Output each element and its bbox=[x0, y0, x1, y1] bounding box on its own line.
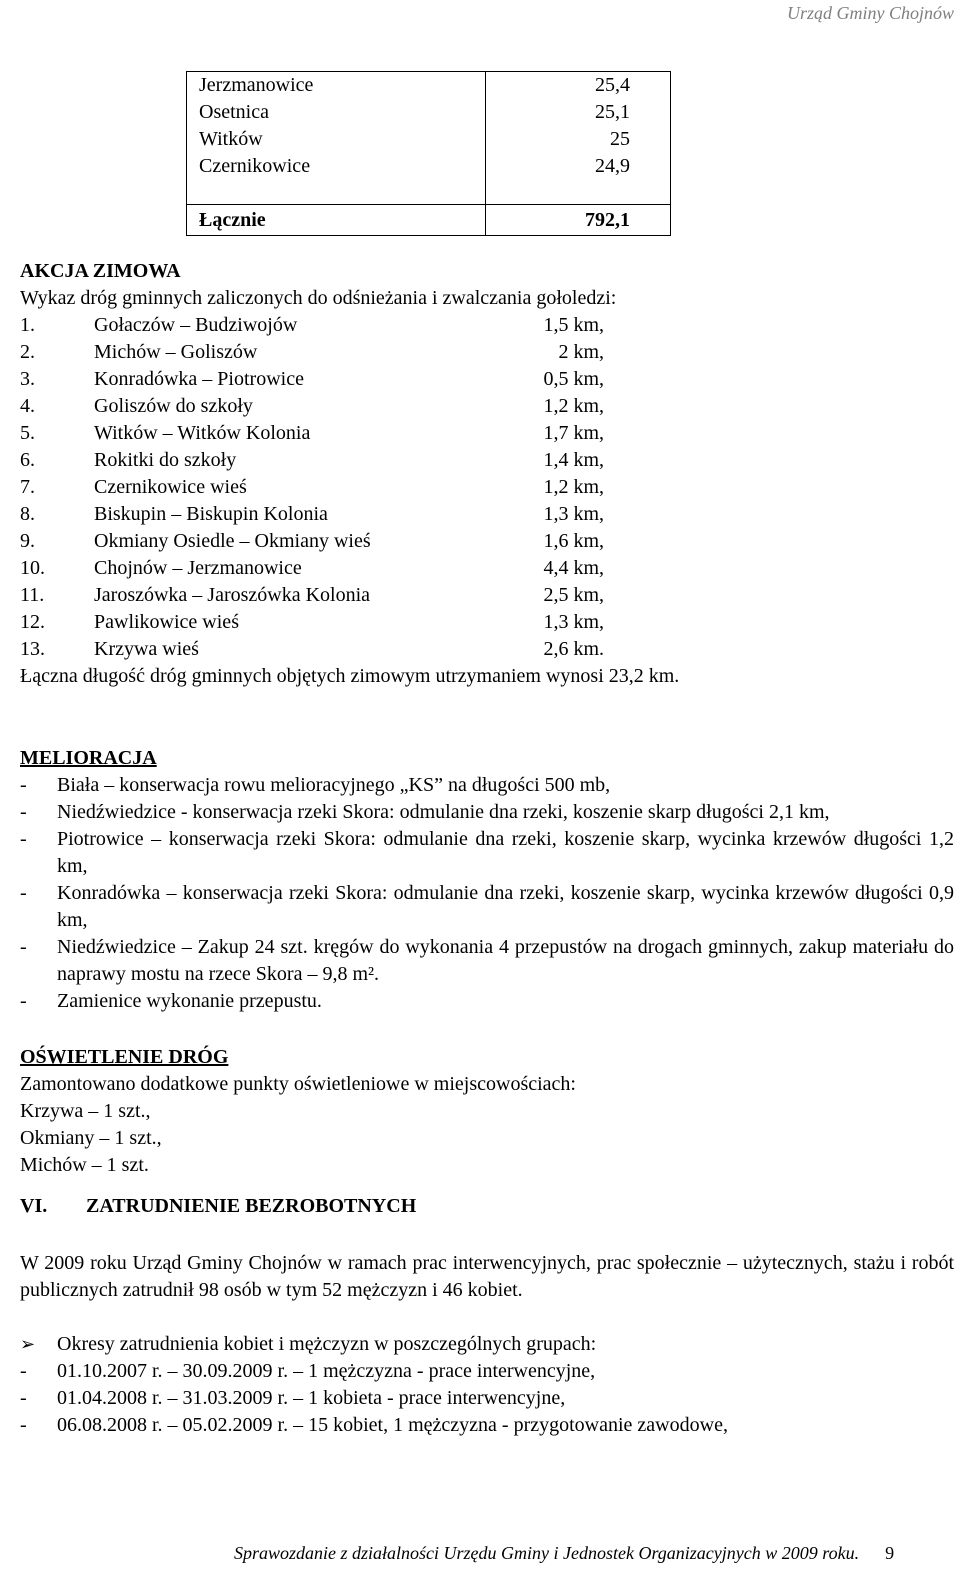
employment-bullet-text: Okresy zatrudnienia kobiet i mężczyzn w poszczególnych grupach: bbox=[57, 1333, 597, 1355]
road-name: Witków – Witków Kolonia bbox=[94, 422, 311, 444]
melioracja-heading: MELIORACJA bbox=[20, 747, 157, 769]
road-item bbox=[20, 312, 954, 339]
road-number: 5. bbox=[20, 422, 35, 444]
road-number: 12. bbox=[20, 611, 45, 633]
lighting-place: Michów – 1 szt. bbox=[20, 1154, 149, 1176]
table-cell-value: 25,1 bbox=[595, 101, 630, 123]
employment-period: - 01.10.2007 r. – 30.09.2009 r. – 1 mężczyzna - prace interwencyjne, bbox=[20, 1358, 954, 1385]
table-total-value: 792,1 bbox=[585, 208, 630, 231]
table-total-row bbox=[187, 205, 671, 236]
road-length: 2,6 km. bbox=[543, 638, 604, 660]
road-length: 1,3 km, bbox=[543, 503, 604, 525]
road-name: Gołaczów – Budziwojów bbox=[94, 314, 298, 336]
road-number: 11. bbox=[20, 584, 45, 606]
section-number: VI. bbox=[20, 1195, 48, 1217]
winter-intro: Wykaz dróg gminnych zaliczonych do odśnieżania i zwalczania gołoledzi: bbox=[20, 287, 617, 309]
road-name: Czernikowice wieś bbox=[94, 476, 247, 498]
road-number: 2. bbox=[20, 341, 35, 363]
road-item bbox=[20, 555, 954, 582]
road-number: 4. bbox=[20, 395, 35, 417]
road-item bbox=[20, 582, 954, 609]
road-number: 7. bbox=[20, 476, 35, 498]
road-number: 6. bbox=[20, 449, 35, 471]
table-cell-value: 25 bbox=[610, 128, 630, 150]
page-header: Urząd Gminy Chojnów bbox=[786, 3, 954, 23]
road-number: 9. bbox=[20, 530, 35, 552]
road-item bbox=[20, 501, 954, 528]
page-number: 9 bbox=[885, 1543, 895, 1563]
employment-period: - 01.04.2008 r. – 31.03.2009 r. – 1 kobieta - prace interwencyjne, bbox=[20, 1385, 954, 1412]
table-cell-name: Jerzmanowice bbox=[199, 74, 314, 96]
road-length: 1,5 km, bbox=[543, 314, 604, 336]
road-length: 1,7 km, bbox=[543, 422, 604, 444]
road-name: Krzywa wieś bbox=[94, 638, 199, 660]
employment-bullet bbox=[20, 1331, 954, 1358]
table-cell-name: Osetnica bbox=[199, 101, 269, 123]
page-footer bbox=[234, 1540, 894, 1567]
table-cell-name: Witków bbox=[199, 128, 263, 150]
road-name: Jaroszówka – Jaroszówka Kolonia bbox=[94, 584, 371, 606]
road-item bbox=[20, 339, 954, 366]
employment-periods bbox=[20, 1358, 954, 1439]
melioracja-item: - Niedźwiedzice – Zakup 24 szt. kręgów do wykonania 4 przepustów na drogach gminnych, zakup materiału do naprawy mostu na rzece Skora – 9,8 m². bbox=[20, 934, 954, 988]
road-item bbox=[20, 474, 954, 501]
lighting-intro: Zamontowano dodatkowe punkty oświetleniowe w miejscowościach: bbox=[20, 1073, 576, 1095]
melioracja-list bbox=[20, 772, 954, 1015]
melioracja-item: - Niedźwiedzice - konserwacja rzeki Skora: odmulanie dna rzeki, koszenie skarp długości 2,1 km, bbox=[20, 799, 954, 826]
winter-summary: Łączna długość dróg gminnych objętych zimowym utrzymaniem wynosi 23,2 km. bbox=[20, 665, 680, 687]
road-name: Rokitki do szkoły bbox=[94, 449, 237, 471]
section-title: ZATRUDNIENIE BEZROBOTNYCH bbox=[86, 1195, 417, 1217]
winter-heading: AKCJA ZIMOWA bbox=[20, 260, 181, 282]
road-number: 1. bbox=[20, 314, 35, 336]
melioracja-item: - Zamienice wykonanie przepustu. bbox=[20, 988, 954, 1015]
road-number: 3. bbox=[20, 368, 35, 390]
main-content bbox=[20, 258, 954, 1439]
road-number: 10. bbox=[20, 557, 45, 579]
road-item bbox=[20, 393, 954, 420]
road-name: Konradówka – Piotrowice bbox=[94, 368, 304, 390]
road-item bbox=[20, 366, 954, 393]
table-cell-value: 24,9 bbox=[595, 155, 630, 177]
lighting-heading: OŚWIETLENIE DRÓG bbox=[20, 1046, 229, 1068]
road-number: 8. bbox=[20, 503, 35, 525]
villages-table bbox=[186, 71, 671, 236]
road-length: 1,2 km, bbox=[543, 476, 604, 498]
road-name: Pawlikowice wieś bbox=[94, 611, 239, 633]
road-length: 2 km, bbox=[558, 341, 604, 363]
section-vi-heading bbox=[20, 1193, 954, 1223]
employment-paragraph: W 2009 roku Urząd Gminy Chojnów w ramach prac interwencyjnych, prac społecznie – użytecznych, stażu i robót publicznych zatrudnił 98 osób w tym 52 mężczyzn i 46 kobiet. bbox=[20, 1252, 954, 1301]
road-name: Biskupin – Biskupin Kolonia bbox=[94, 503, 328, 525]
road-item bbox=[20, 636, 954, 663]
road-length: 1,2 km, bbox=[543, 395, 604, 417]
road-item bbox=[20, 420, 954, 447]
road-length: 1,3 km, bbox=[543, 611, 604, 633]
table-cell-value: 25,4 bbox=[595, 74, 630, 96]
table-cell-name: Czernikowice bbox=[199, 155, 311, 177]
road-name: Michów – Goliszów bbox=[94, 341, 258, 363]
road-length: 1,6 km, bbox=[543, 530, 604, 552]
road-length: 2,5 km, bbox=[543, 584, 604, 606]
lighting-places bbox=[20, 1098, 954, 1179]
road-name: Chojnów – Jerzmanowice bbox=[94, 557, 302, 579]
lighting-place: Krzywa – 1 szt., bbox=[20, 1100, 151, 1122]
road-item bbox=[20, 447, 954, 474]
road-length: 4,4 km, bbox=[543, 557, 604, 579]
footer-text: Sprawozdanie z działalności Urzędu Gminy i Jednostek Organizacyjnych w 2009 roku. bbox=[234, 1543, 860, 1563]
table-total-label: Łącznie bbox=[187, 205, 486, 236]
employment-period: - 06.08.2008 r. – 05.02.2009 r. – 15 kobiet, 1 mężczyzna - przygotowanie zawodowe, bbox=[20, 1412, 954, 1439]
road-number: 13. bbox=[20, 638, 45, 660]
table-row bbox=[187, 72, 671, 205]
road-name: Okmiany Osiedle – Okmiany wieś bbox=[94, 530, 371, 552]
road-name: Goliszów do szkoły bbox=[94, 395, 253, 417]
melioracja-item: - Biała – konserwacja rowu melioracyjnego „KS” na długości 500 mb, bbox=[20, 772, 954, 799]
lighting-place: Okmiany – 1 szt., bbox=[20, 1127, 162, 1149]
melioracja-item: - Piotrowice – konserwacja rzeki Skora: odmulanie dna rzeki, koszenie skarp, wycinka krzewów długości 1,2 km, bbox=[20, 826, 954, 880]
road-length: 1,4 km, bbox=[543, 449, 604, 471]
road-item bbox=[20, 528, 954, 555]
arrow-bullet-icon: ➢ bbox=[20, 1334, 36, 1355]
melioracja-item: - Konradówka – konserwacja rzeki Skora: odmulanie dna rzeki, koszenie skarp, wycinka krzewów długości 0,9 km, bbox=[20, 880, 954, 934]
road-length: 0,5 km, bbox=[543, 368, 604, 390]
road-item bbox=[20, 609, 954, 636]
roads-list bbox=[20, 312, 954, 663]
